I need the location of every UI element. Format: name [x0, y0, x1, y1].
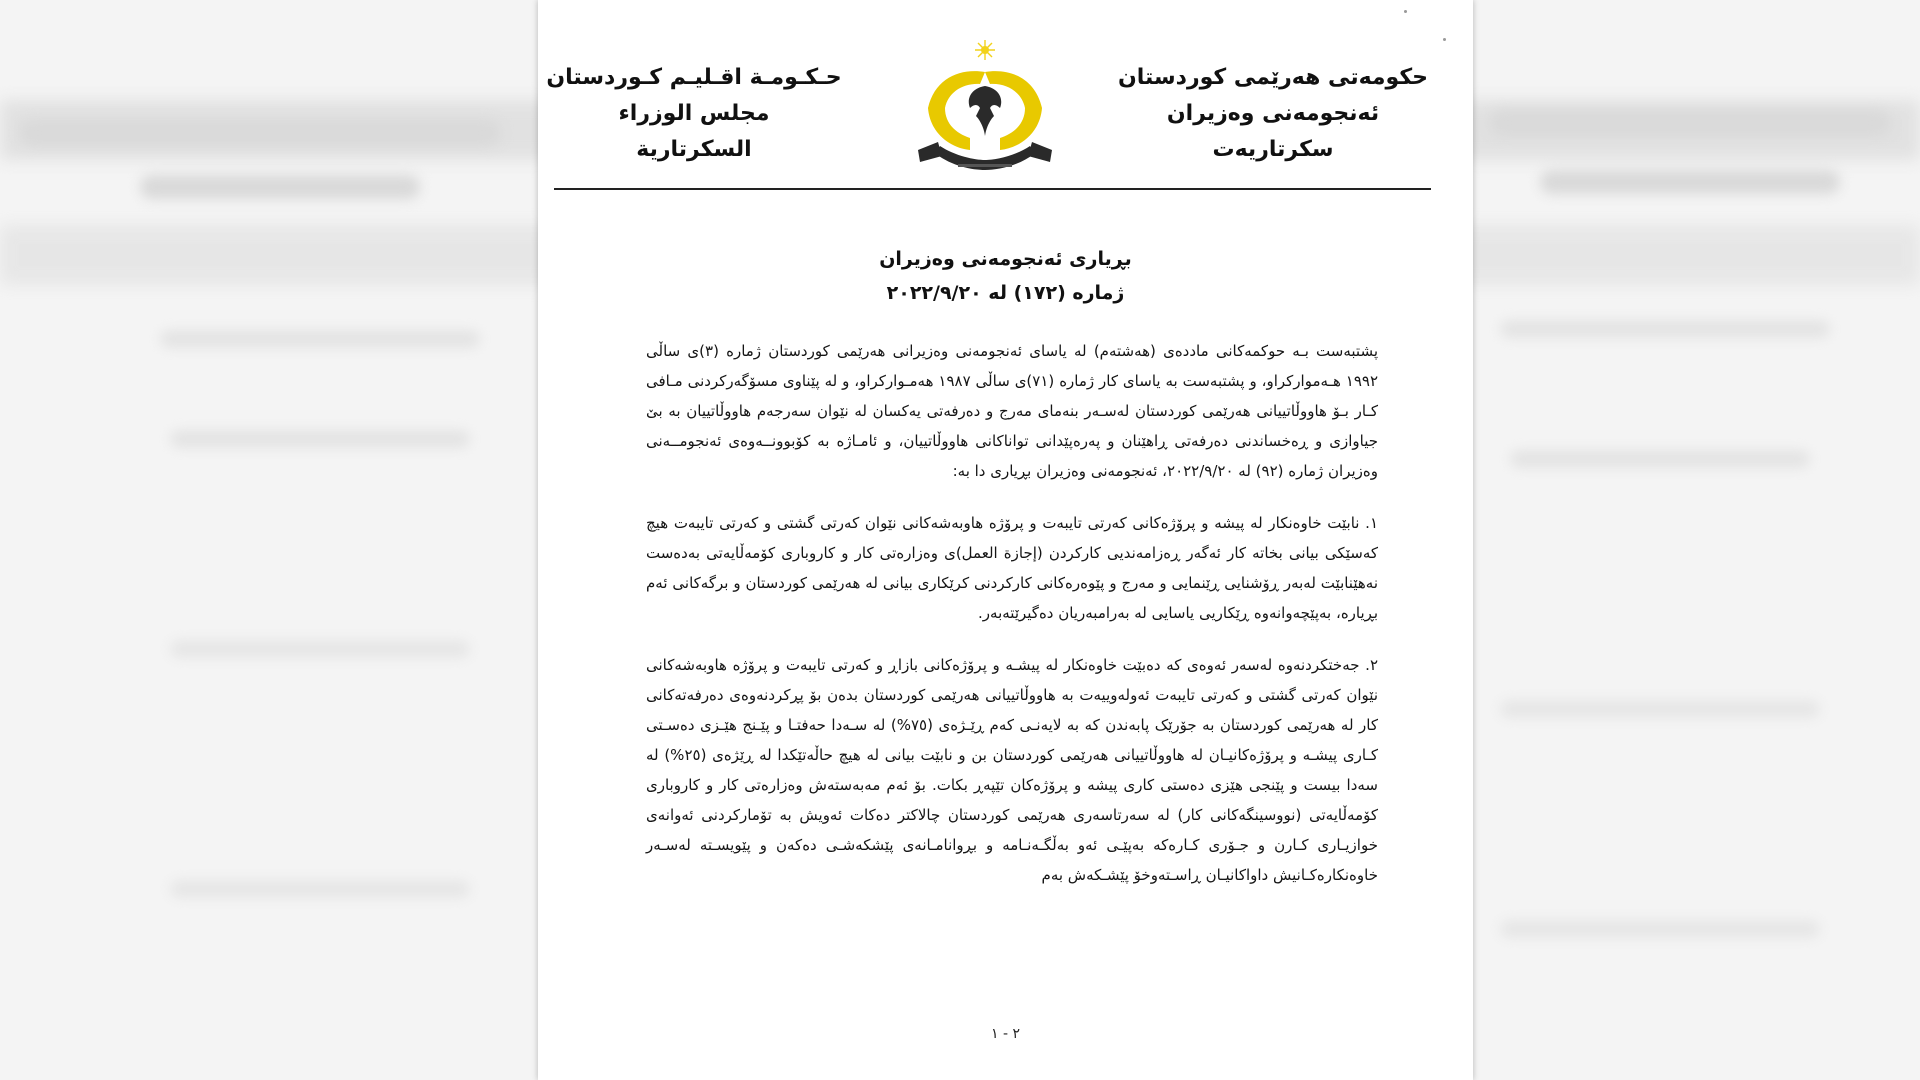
- header-arabic-line: حـكـومـة اقـليـم كـوردستان: [546, 65, 842, 90]
- header-kurdish-line: سکرتاریەت: [1212, 137, 1334, 162]
- blurred-background-text: [170, 880, 470, 898]
- blurred-background-text: [1500, 320, 1830, 338]
- header-kurdish-line: حکومەتی هەرێمی کوردستان: [1118, 65, 1428, 90]
- scan-speck: [1443, 38, 1446, 41]
- header-arabic-line: السكرتارية: [636, 137, 752, 162]
- header-arabic-line: مجلس الوزراء: [618, 101, 770, 126]
- article-1-paragraph: ١. نابێت خاوەنکار لە پیشە و پرۆژەکانی کەرتی تایبەت و پرۆژە هاوبەشەکانی نێوان کەرتی گشتی و کەرتی تایبەت هیچ کەسێکی بیانی بخاتە کار ئەگەر ڕەزامەندیی کارکردن (إجازة العمل)ی وەزارەتی کار و کاروباری کۆمەڵایەتی بەدەست نەهێنابێت لەبەر ڕۆشنایی ڕێنمایی و مەرج و پێوەرەکانی کارکردنی کرێکاری بیانی لە هەرێمی کوردستان و برگەکانی ئەم بڕیارە، بەپێچەوانەوە ڕێکاریی یاسایی لە بەرامبەریان دەگیرێتەبەر.: [646, 514, 1378, 622]
- document-page: [538, 0, 1473, 1080]
- blurred-background-text: [160, 330, 480, 348]
- blurred-background-text: [1510, 450, 1810, 468]
- header-kurdish: [1113, 60, 1433, 168]
- scan-speck: [1404, 10, 1407, 13]
- blurred-background-text: [1540, 170, 1840, 194]
- page-number: ٢ - ١: [990, 1026, 1020, 1042]
- header-divider: [554, 188, 1431, 190]
- blurred-background-text: [20, 120, 500, 146]
- preamble-paragraph: پشتبەست بـە حوکمەکانی ماددەی (هەشتەم) لە یاسای ئەنجومەنی وەزیرانی هەرێمی کوردستان ژمارە (٣)ی ساڵی ١٩٩٢ هـەمواركراو، و پشتبەست بە یاسای كار ژمارە (٧١)ی ساڵی ١٩٨٧ هەمـواركراو، و لە پێناوی مسۆگەرکردنی مـافی كـار بـۆ هاووڵاتییانی هەرێمی كوردستان لەسـەر بنەمای مەرج و دەرفەتی یەکسان لە نێوان سەرجەم هاووڵاتییان بە بێ جیاوازی و ڕەخساندنی دەرفەتی ڕاهێنان و پەرەپێدانی تواناکانی هاووڵاتییان، و ئامـاژە بە کۆبوونــەوەی ئەنجومــەنی وەزیران ژمارە (٩٢) لە ٢٠٢٢/٩/٢٠، ئەنجومەنی وەزیران بڕیاری دا بە:: [646, 342, 1379, 480]
- blurred-background-text: [170, 430, 470, 448]
- decision-heading: [538, 242, 1473, 310]
- header-kurdish-line: ئەنجومەنی وەزیران: [1166, 101, 1380, 126]
- article-2-paragraph: ٢. جەختکردنەوە لەسەر ئەوەی کە دەبێت خاوەنکار لە پیشـە و پرۆژەکانی بازاڕ و کەرتی تایبەت و پرۆژە هاوبەشەکانی نێوان کەرتی گشتی و کەرتی تایبەت ئەولەوییەت بە هاووڵاتییانی هەرێمی کوردستان بدەن بۆ پڕکردنەوەی دەرفەتەکانی کار لە هەرێمی کوردستان بە جۆرێک پابەندن کە بە لایەنـی کەم ڕێـژەی (٧٥%) لە سـەدا حەفتـا و پێـنج هێـزی دەسـتی کـاری پیشـە و پرۆژەکانیـان لە هاووڵاتییانی هەرێمی کوردستان بن و نابێت بیانی لە هیچ حاڵەتێکدا لە ڕێژەی (٢٥%) لە سەدا بیست و پێنجی هێزی دەستی کاری پیشە و پرۆژەکان تێپەڕ بکات. بۆ ئەم مەبەستەش وەزارەتی کار و کاروباری کۆمەڵایەتی (نووسینگەکانی کار) لە سەرتاسەری هەرێمی کوردستان چالاکتر دەکات ئەویش بە تۆمارکردنی ئەوانەی خوازیـاری کـارن و جـۆری کـارەکە بەپێـی ئەو بەڵگـەنـامە و بڕوانامـانەی پێشکەشـی دەکەن و پێویسـتە لەسـەر خاوەنکارەکـانیش داواکانیـان ڕاسـتەوخۆ پێشـکەش بەم: [646, 656, 1378, 884]
- blurred-background-text: [1490, 110, 1890, 136]
- decision-title: بڕیاری ئەنجومەنی وەزیران: [879, 248, 1132, 270]
- decision-number: ژمارە (١٧٢) لە ٢٠٢٢/٩/٢٠: [886, 282, 1125, 304]
- blurred-background-text: [1500, 920, 1820, 938]
- decision-body: [646, 336, 1378, 912]
- blurred-background-text: [1500, 700, 1820, 718]
- kurdistan-regional-government-emblem-icon: [900, 38, 1070, 178]
- header-arabic: [544, 60, 844, 168]
- blurred-background-text: [140, 175, 420, 199]
- blurred-background-text: [170, 640, 470, 658]
